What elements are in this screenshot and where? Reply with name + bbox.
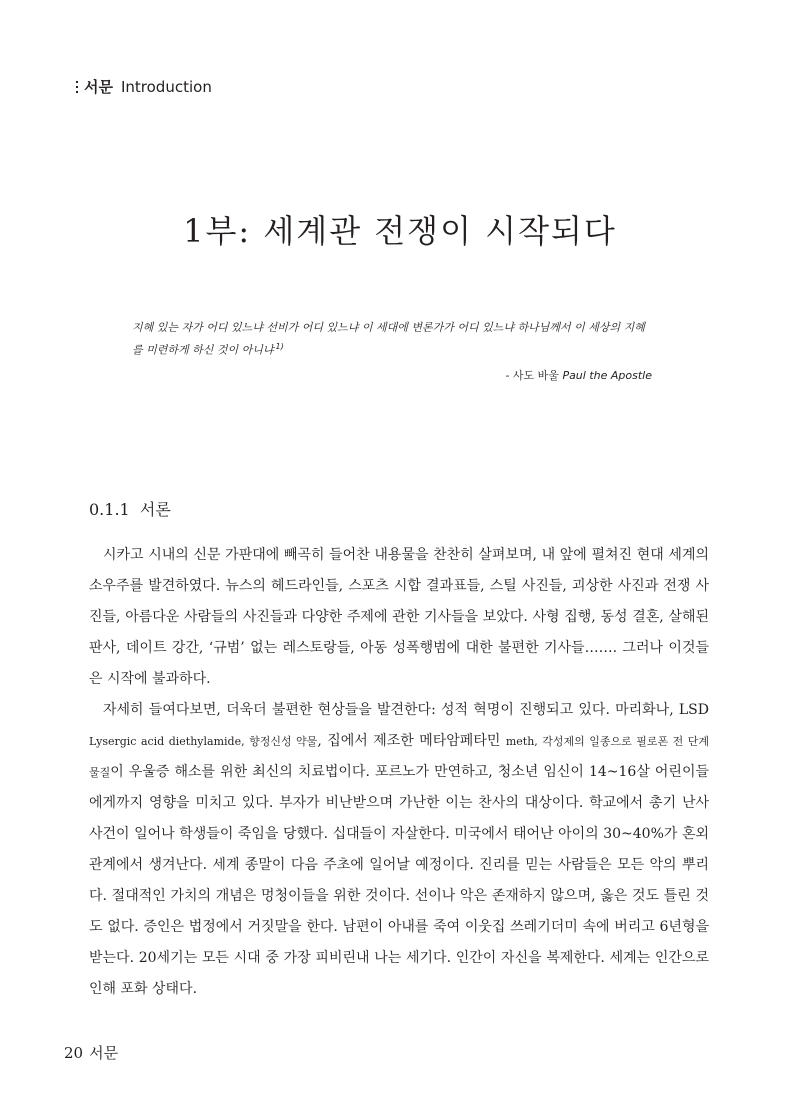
header-section-en: Introduction [120,77,212,96]
section-number: 0.1.1 [89,500,130,519]
section-title: 서론 [139,500,171,519]
header-section-ko: 서문 [84,78,113,96]
epigraph-attribution [132,366,652,385]
paragraph-2-part-a: 자세히 들여다보면, 더욱더 불편한 현상들을 발견한다: 성적 혁명이 진행되고 있다. 마리화나, LSD [103,702,709,718]
attribution-ko: - 사도 바울 [505,368,559,382]
paragraph-1: 시카고 시내의 신문 가판대에 빼곡히 들어찬 내용물을 찬찬히 살펴보며, 내 앞에 펼쳐진 현대 세계의 소우주를 발견하였다. 뉴스의 헤드라인들, 스포츠 시합 결과표들, 스틸 사진들, 괴상한 사진과 전쟁 사진들, 아름다운 사람들의 사진들과 다양한 주제에 관한 기사들을 보았다. 사형 집행, 동성 결혼, 살해된 판사, 데이트 강간, ‘규범’ 없는 레스토랑들, 아동 성폭행범에 대한 불편한 기사들……. 그러나 이것들은 시작에 불과하다. [89,547,709,687]
chapter-title: 1부: 세계관 전쟁이 시작되다 [183,212,617,250]
epigraph-text: 지혜 있는 자가 어디 있느냐 선비가 어디 있느냐 이 세대에 변론가가 어디 있느냐 하나님께서 이 세상의 지혜를 미련하게 하신 것이 아니냐 [132,321,645,357]
footer-section: 서문 [89,1044,119,1062]
body-text [89,540,709,1005]
attribution-en: Paul the Apostle [562,368,652,382]
epigraph [132,318,652,385]
paragraph-2-part-c: 이 우울증 해소를 위한 최신의 치료법이다. 포르노가 만연하고, 청소년 임신이 14~16살 어린이들에게까지 영향을 미치고 있다. 부자가 비난받으며 가난한 이는 찬사의 대상이다. 학교에서 총기 난사 사건이 일어나 학생들이 죽임을 당했다. 십대들이 자살한다. 미국에서 태어난 아이의 30~40%가 혼외 관계에서 생겨난다. 세계 종말이 다음 주초에 일어날 예정이다. 진리를 믿는 사람들은 모든 악의 뿌리다. 절대적인 가치의 개념은 멍청이들을 위한 것이다. 선이나 악은 존재하지 않으며, 옳은 것도 틀린 것도 없다. 증인은 법정에서 거짓말을 한다. 남편이 아내를 죽여 이웃집 쓰레기더미 속에 버리고 6년형을 받는다. 20세기는 모든 시대 중 가장 피비린내 나는 세기다. 인간이 자신을 복제한다. 세계는 인간으로 인해 포화 상태다. [89,764,709,997]
epigraph-footnote-marker[interactable]: 1) [275,342,284,351]
header-dots-icon [76,81,78,93]
epigraph-quote [132,318,652,360]
paragraph-2 [89,695,709,1005]
inline-note-lsd: Lysergic acid diethylamide, 향정신성 약물 [89,735,318,748]
page-number: 20 [64,1044,84,1062]
page-footer [64,1042,118,1063]
running-header [76,76,212,97]
section-heading [89,497,171,520]
paragraph-2-part-b: , 집에서 제조한 메타암페타민 [317,733,506,749]
inline-note-meth: meth, 각성제의 일종으로 필로폰 전 단계 물질 [89,735,709,779]
